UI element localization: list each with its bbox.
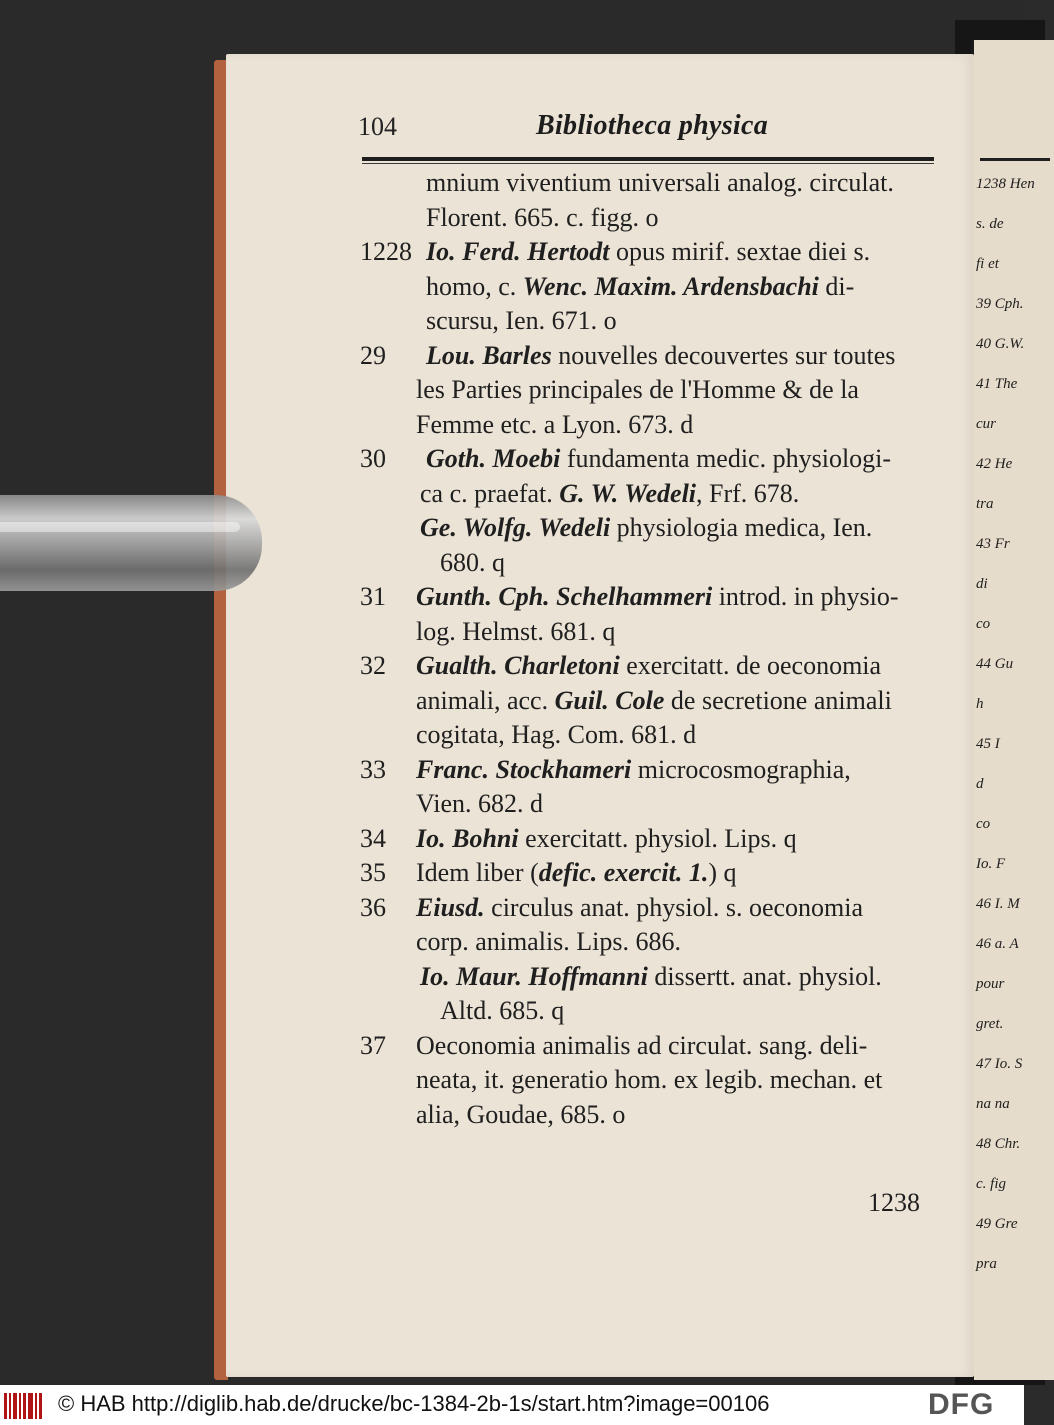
entry-text [416,787,543,822]
entry-line [360,477,940,512]
entry-segment: de secretione animali [664,685,892,715]
entry-segment: Florent. 665. c. figg. o [426,202,659,232]
facing-page-text: 41 The [976,376,1018,392]
clamp-body [0,495,262,591]
author-name: Io. Maur. Hoffmanni [420,961,648,991]
facing-page-text: h [976,696,984,712]
entry-text [416,684,892,719]
entry-line [360,994,940,1029]
entry-text [420,511,872,546]
entry-segment: , Frf. 678. [696,478,800,508]
entry-number: 29 [360,340,386,370]
entry-line [360,960,940,995]
clamp-highlight [0,522,240,532]
entry-number: 31 [360,582,386,611]
facing-page-text: Io. F [976,856,1006,872]
entry-segment: circulus anat. physiol. s. oeconomia [484,892,864,922]
page-number: 104 [358,112,397,141]
author-name: Goth. Moebi [426,444,561,473]
running-title: Bibliotheca physica [536,110,769,141]
entry-text [416,373,859,408]
entry-line [360,408,940,443]
entry-segment: opus mirif. sextae diei s. [609,237,871,266]
entry-text [426,442,891,477]
entry-number: 35 [360,858,386,887]
catalogue-entries [360,166,940,1132]
facing-page-text: pour [976,976,1005,992]
facing-page-text: co [976,816,991,832]
entry-text [420,960,882,995]
entry-segment: Femme etc. a Lyon. 673. d [416,409,694,439]
page-clamp-icon [0,470,262,625]
entry-number: 34 [360,823,386,853]
entry-segment: nouvelles decouvertes sur toutes [551,340,896,370]
entry-number: 1228 [360,237,412,266]
dfg-logo: DFG [928,1388,995,1421]
entry-text [426,304,617,339]
entry-text [416,856,737,891]
entry-line [360,684,940,719]
facing-page-text: 49 Gre [976,1216,1018,1232]
facing-page-text: 48 Chr. [976,1136,1021,1152]
entry-text [416,1063,882,1098]
entry-text [416,925,681,960]
entry-text [416,615,615,650]
author-name: Gualth. Charletoni [416,651,620,680]
facing-page-text: s. de [976,216,1004,232]
entry-segment: alia, Goudae, 685. o [416,1099,626,1129]
entry-number: 37 [360,1030,386,1060]
facing-page-text: d [976,776,984,792]
entry-segment: 680. q [440,547,505,577]
running-head [358,108,878,152]
entry-line [360,822,940,857]
entry-segment: mnium viventium universali analog. circulat. [426,168,894,197]
facing-page-text: 43 Fr [976,536,1010,552]
entry-segment: corp. animalis. Lips. 686. [416,927,682,956]
entry-text [426,339,895,374]
entry-number: 33 [360,754,386,784]
entry-segment: scursu, Ien. 671. o [426,306,617,335]
entry-number: 32 [360,651,386,680]
entry-line [360,1029,940,1064]
author-name: Ge. Wolfg. Wedeli [420,513,611,542]
entry-segment: log. Helmst. 681. q [416,616,616,646]
footer-bar [0,1385,1024,1425]
entry-text [420,477,799,512]
barcode-icon [4,1393,46,1419]
entry-segment: ) q [708,858,737,887]
entry-line [360,201,940,236]
entry-line [360,615,940,650]
entry-text [440,994,564,1029]
entry-text [416,1029,867,1064]
entry-segment: Altd. 685. q [440,996,565,1025]
entry-text [416,753,851,788]
facing-page-text: tra [976,496,994,512]
facing-page-text: cur [976,416,996,432]
entry-segment: di- [818,271,855,301]
entry-line [360,1063,940,1098]
entry-line [360,304,940,339]
author-name: Wenc. Maxim. Ardensbachi [522,271,819,301]
entry-line [360,753,940,788]
author-name: Guil. Cole [554,685,665,715]
author-name: Franc. Stockhameri [416,754,632,784]
entry-line [360,373,940,408]
entry-segment: ca c. praefat. [420,478,560,508]
header-rule [362,157,934,161]
entry-segment: dissertt. anat. physiol. [647,961,882,991]
entry-line [360,718,940,753]
entry-text [426,235,870,270]
entry-segment: Oeconomia animalis ad circulat. sang. deli- [416,1030,868,1060]
entry-segment: cogitata, Hag. Com. 681. d [416,720,697,749]
header-rule-thin [362,163,934,164]
entry-segment: les Parties principales de l'Homme & de la [416,375,859,404]
entry-segment: exercitatt. physiol. Lips. q [518,823,797,853]
entry-segment: neata, it. generatio hom. ex legib. mechan. et [416,1065,883,1094]
entry-number: 30 [360,444,386,473]
facing-page-text: 44 Gu [976,656,1014,672]
facing-page-text: fi et [976,256,999,272]
entry-line [360,856,940,891]
entry-text [416,408,693,443]
author-name: Io. Bohni [416,823,519,853]
entry-segment: homo, c. [426,271,523,301]
facing-page-text: 46 a. A [976,936,1019,952]
entry-segment: introd. in physio- [712,582,899,611]
entry-line [360,649,940,684]
entry-text [426,201,659,236]
entry-text [416,891,863,926]
catchword: 1238 [868,1188,920,1217]
entry-segment: exercitatt. de oeconomia [619,651,882,680]
entry-line [360,339,940,374]
facing-page-text: 40 G.W. [976,336,1025,352]
entry-segment: physiologia medica, Ien. [610,513,873,542]
entry-number: 36 [360,892,386,922]
entry-segment: Idem liber ( [416,858,539,887]
entry-line [360,166,940,201]
author-name: Lou. Barles [426,340,552,370]
facing-page-text: pra [976,1256,997,1272]
author-name: Eiusd. [416,892,485,922]
entry-segment: Vien. 682. d [416,789,543,818]
entry-text [416,1098,625,1133]
entry-line [360,787,940,822]
facing-page-text: gret. [976,1016,1004,1032]
author-name: Io. Ferd. Hertodt [426,237,610,266]
facing-page-rule [980,158,1050,161]
entry-line [360,580,940,615]
entry-text [416,580,899,615]
facing-page-text: di [976,576,988,592]
entry-line [360,546,940,581]
entry-segment: microcosmographia, [631,754,851,784]
facing-page-text: 39 Cph. [976,296,1024,312]
copyright-link[interactable]: © HAB http://diglib.hab.de/drucke/bc-1384-2b-1s/start.htm?image=00106 [58,1391,770,1416]
entry-line [360,270,940,305]
entry-text [440,546,505,581]
author-name: defic. exercit. 1. [538,858,709,887]
entry-line [360,925,940,960]
entry-line [360,511,940,546]
entry-segment: fundamenta medic. physiologi- [560,444,892,473]
entry-text [416,649,881,684]
entry-line [360,442,940,477]
author-name: G. W. Wedeli [559,478,697,508]
entry-text [426,166,894,201]
facing-page-text: c. fig [976,1176,1006,1192]
entry-text [416,718,696,753]
entry-text [426,270,854,305]
facing-page-text: 42 He [976,456,1013,472]
facing-page-text: 47 Io. S [976,1056,1023,1072]
entry-segment: animali, acc. [416,685,555,715]
entry-line [360,891,940,926]
entry-line [360,1098,940,1133]
facing-page-text: 45 I [976,736,1000,752]
facing-page-text: 46 I. M [976,896,1020,912]
facing-page-text: co [976,616,991,632]
author-name: Gunth. Cph. Schelhammeri [416,582,713,611]
facing-page-text: 1238 Hen [976,176,1035,192]
entry-text [416,822,797,857]
facing-page-text: na na [976,1096,1010,1112]
entry-line [360,235,940,270]
facing-page-fragment [972,40,1054,1380]
